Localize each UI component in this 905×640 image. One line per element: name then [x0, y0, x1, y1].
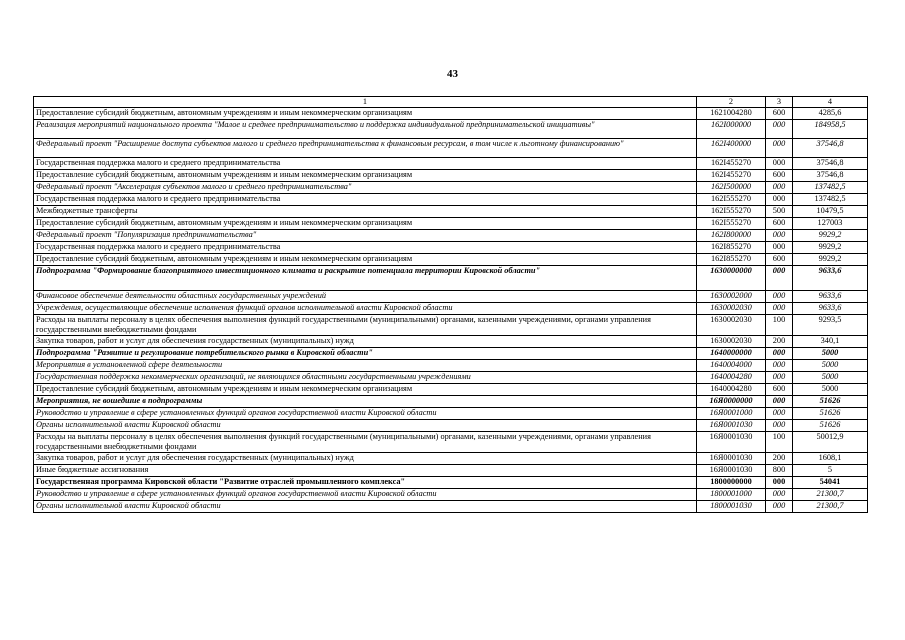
row-name-cell: Предоставление субсидий бюджетным, автономным учреждениям и иным некоммерческим организациям: [34, 254, 697, 266]
table-row: [34, 420, 868, 432]
row-sum-cell: 51626: [793, 396, 868, 408]
column-header-sum: 4: [793, 97, 868, 108]
table-row: [34, 254, 868, 266]
row-expense-type-cell: 000: [766, 501, 793, 513]
table-body: [34, 108, 868, 513]
row-code-cell: 16Я0000000: [697, 396, 766, 408]
row-code-cell: 1640004000: [697, 360, 766, 372]
row-name-cell: Государственная поддержка малого и среднего предпринимательства: [34, 242, 697, 254]
row-code-cell: 16Я0001000: [697, 408, 766, 420]
row-expense-type-cell: 600: [766, 254, 793, 266]
table-row: [34, 453, 868, 465]
row-sum-cell: 5000: [793, 360, 868, 372]
row-name-cell: Мероприятия, не вошедшие в подпрограммы: [34, 396, 697, 408]
table-row: [34, 206, 868, 218]
row-code-cell: 1800001000: [697, 489, 766, 501]
table-header-row: [34, 97, 868, 108]
row-sum-cell: 9633,6: [793, 266, 868, 291]
row-code-cell: 162I555270: [697, 218, 766, 230]
row-expense-type-cell: 600: [766, 384, 793, 396]
row-code-cell: 162I455270: [697, 170, 766, 182]
column-header-vr: 3: [766, 97, 793, 108]
row-sum-cell: 51626: [793, 420, 868, 432]
row-name-cell: Предоставление субсидий бюджетным, автономным учреждениям и иным некоммерческим организациям: [34, 218, 697, 230]
table-row: [34, 360, 868, 372]
row-code-cell: 1630002030: [697, 336, 766, 348]
row-sum-cell: 21300,7: [793, 501, 868, 513]
table-row: [34, 242, 868, 254]
row-name-cell: Расходы на выплаты персоналу в целях обеспечения выполнения функций государственными (муниципальными) органами, казенными учреждениями, органами управления государственными внебюджетными фондами: [34, 432, 697, 453]
row-code-cell: 16Я0001030: [697, 465, 766, 477]
row-expense-type-cell: 000: [766, 139, 793, 158]
row-sum-cell: 9293,5: [793, 315, 868, 336]
row-name-cell: Закупка товаров, работ и услуг для обеспечения государственных (муниципальных) нужд: [34, 453, 697, 465]
table-row: [34, 336, 868, 348]
row-sum-cell: 4285,6: [793, 108, 868, 120]
table-row: [34, 432, 868, 453]
table-row: [34, 291, 868, 303]
row-code-cell: 1630000000: [697, 266, 766, 291]
row-name-cell: Руководство и управление в сфере установленных функций органов государственной власти Кировской области: [34, 489, 697, 501]
row-expense-type-cell: 600: [766, 108, 793, 120]
row-name-cell: Государственная поддержка некоммерческих организаций, не являющихся областными государственными учреждениями: [34, 372, 697, 384]
row-sum-cell: 127003: [793, 218, 868, 230]
row-sum-cell: 9929,2: [793, 230, 868, 242]
row-expense-type-cell: 000: [766, 396, 793, 408]
table-row: [34, 477, 868, 489]
row-code-cell: 162I400000: [697, 139, 766, 158]
table-row: [34, 501, 868, 513]
row-expense-type-cell: 000: [766, 303, 793, 315]
row-code-cell: 1800000000: [697, 477, 766, 489]
table-row: [34, 194, 868, 206]
table-row: [34, 170, 868, 182]
row-expense-type-cell: 100: [766, 432, 793, 453]
row-name-cell: Предоставление субсидий бюджетным, автономным учреждениям и иным некоммерческим организациям: [34, 384, 697, 396]
row-expense-type-cell: 000: [766, 120, 793, 139]
row-name-cell: Органы исполнительной власти Кировской области: [34, 501, 697, 513]
row-expense-type-cell: 200: [766, 336, 793, 348]
row-expense-type-cell: 500: [766, 206, 793, 218]
row-sum-cell: 137482,5: [793, 182, 868, 194]
row-sum-cell: 5000: [793, 348, 868, 360]
row-sum-cell: 9633,6: [793, 291, 868, 303]
row-sum-cell: 137482,5: [793, 194, 868, 206]
row-name-cell: Реализация мероприятий национального проекта "Малое и среднее предпринимательство и поддержка индивидуальной предпринимательской инициативы": [34, 120, 697, 139]
row-expense-type-cell: 800: [766, 465, 793, 477]
row-name-cell: Федеральный проект "Расширение доступа субъектов малого и среднего предпринимательства к финансовым ресурсам, в том числе к льготному финансированию": [34, 139, 697, 158]
row-code-cell: 1630002000: [697, 291, 766, 303]
column-header-code: 2: [697, 97, 766, 108]
row-expense-type-cell: 000: [766, 489, 793, 501]
table-row: [34, 489, 868, 501]
row-name-cell: Подпрограмма "Формирование благоприятного инвестиционного климата и раскрытие потенциала территории Кировской области": [34, 266, 697, 291]
row-sum-cell: 51626: [793, 408, 868, 420]
budget-table: [33, 96, 868, 513]
row-name-cell: Подпрограмма "Развитие и регулирование потребительского рынка в Кировской области": [34, 348, 697, 360]
row-sum-cell: 54041: [793, 477, 868, 489]
table-row: [34, 396, 868, 408]
row-code-cell: 162I455270: [697, 158, 766, 170]
row-expense-type-cell: 000: [766, 360, 793, 372]
row-expense-type-cell: 000: [766, 266, 793, 291]
row-name-cell: Предоставление субсидий бюджетным, автономным учреждениям и иным некоммерческим организациям: [34, 108, 697, 120]
row-name-cell: Федеральный проект "Акселерация субъектов малого и среднего предпринимательства": [34, 182, 697, 194]
row-name-cell: Государственная поддержка малого и среднего предпринимательства: [34, 158, 697, 170]
row-sum-cell: 37546,8: [793, 139, 868, 158]
row-name-cell: Предоставление субсидий бюджетным, автономным учреждениям и иным некоммерческим организациям: [34, 170, 697, 182]
row-code-cell: 1640004280: [697, 372, 766, 384]
row-expense-type-cell: 000: [766, 194, 793, 206]
row-sum-cell: 50012,9: [793, 432, 868, 453]
table-row: [34, 139, 868, 158]
table-row: [34, 372, 868, 384]
row-name-cell: Государственная поддержка малого и среднего предпринимательства: [34, 194, 697, 206]
table-row: [34, 182, 868, 194]
table-row: [34, 266, 868, 291]
row-name-cell: Государственная программа Кировской области "Развитие отраслей промышленного комплекса": [34, 477, 697, 489]
row-expense-type-cell: 000: [766, 242, 793, 254]
row-expense-type-cell: 000: [766, 372, 793, 384]
row-code-cell: 162I500000: [697, 182, 766, 194]
row-expense-type-cell: 200: [766, 453, 793, 465]
table-row: [34, 315, 868, 336]
row-name-cell: Иные бюджетные ассигнования: [34, 465, 697, 477]
row-sum-cell: 5: [793, 465, 868, 477]
row-name-cell: Руководство и управление в сфере установленных функций органов государственной власти Кировской области: [34, 408, 697, 420]
row-code-cell: 1640004280: [697, 384, 766, 396]
table-row: [34, 384, 868, 396]
row-expense-type-cell: 000: [766, 291, 793, 303]
row-code-cell: 162I855270: [697, 254, 766, 266]
row-code-cell: 16Я0001030: [697, 432, 766, 453]
row-expense-type-cell: 600: [766, 170, 793, 182]
row-expense-type-cell: 000: [766, 408, 793, 420]
row-expense-type-cell: 000: [766, 182, 793, 194]
row-sum-cell: 5000: [793, 372, 868, 384]
row-code-cell: 1630002030: [697, 315, 766, 336]
table-row: [34, 158, 868, 170]
row-sum-cell: 340,1: [793, 336, 868, 348]
row-sum-cell: 184958,5: [793, 120, 868, 139]
row-code-cell: 1621004280: [697, 108, 766, 120]
table-row: [34, 120, 868, 139]
row-name-cell: Учреждения, осуществляющие обеспечение исполнения функций органов исполнительной власти Кировской области: [34, 303, 697, 315]
row-expense-type-cell: 000: [766, 158, 793, 170]
row-name-cell: Мероприятия в установленной сфере деятельности: [34, 360, 697, 372]
row-code-cell: 16Я0001030: [697, 453, 766, 465]
row-code-cell: 16Я0001030: [697, 420, 766, 432]
row-name-cell: Расходы на выплаты персоналу в целях обеспечения выполнения функций государственными (муниципальными) органами, казенными учреждениями, органами управления государственными внебюджетными фондами: [34, 315, 697, 336]
row-name-cell: Федеральный проект "Популяризация предпринимательства": [34, 230, 697, 242]
row-expense-type-cell: 600: [766, 218, 793, 230]
row-code-cell: 1640000000: [697, 348, 766, 360]
row-code-cell: 162I000000: [697, 120, 766, 139]
page-number: 43: [447, 68, 458, 80]
table-row: [34, 465, 868, 477]
row-code-cell: 162I555270: [697, 206, 766, 218]
row-sum-cell: 9633,6: [793, 303, 868, 315]
row-name-cell: Органы исполнительной власти Кировской области: [34, 420, 697, 432]
row-sum-cell: 37546,8: [793, 158, 868, 170]
table-row: [34, 303, 868, 315]
row-code-cell: 1630002030: [697, 303, 766, 315]
row-sum-cell: 21300,7: [793, 489, 868, 501]
table-row: [34, 108, 868, 120]
table-row: [34, 218, 868, 230]
row-sum-cell: 1608,1: [793, 453, 868, 465]
row-sum-cell: 37546,8: [793, 170, 868, 182]
row-sum-cell: 9929,2: [793, 242, 868, 254]
row-sum-cell: 5000: [793, 384, 868, 396]
row-name-cell: Финансовое обеспечение деятельности областных государственных учреждений: [34, 291, 697, 303]
table-row: [34, 348, 868, 360]
row-code-cell: 162I855270: [697, 242, 766, 254]
row-expense-type-cell: 000: [766, 348, 793, 360]
row-expense-type-cell: 000: [766, 230, 793, 242]
row-name-cell: Межбюджетные трансферты: [34, 206, 697, 218]
table-row: [34, 230, 868, 242]
row-code-cell: 162I555270: [697, 194, 766, 206]
row-expense-type-cell: 000: [766, 420, 793, 432]
row-sum-cell: 9929,2: [793, 254, 868, 266]
row-expense-type-cell: 100: [766, 315, 793, 336]
row-expense-type-cell: 000: [766, 477, 793, 489]
row-code-cell: 162I800000: [697, 230, 766, 242]
column-header-name: 1: [34, 97, 697, 108]
row-name-cell: Закупка товаров, работ и услуг для обеспечения государственных (муниципальных) нужд: [34, 336, 697, 348]
table-row: [34, 408, 868, 420]
row-code-cell: 1800001030: [697, 501, 766, 513]
row-sum-cell: 10479,5: [793, 206, 868, 218]
